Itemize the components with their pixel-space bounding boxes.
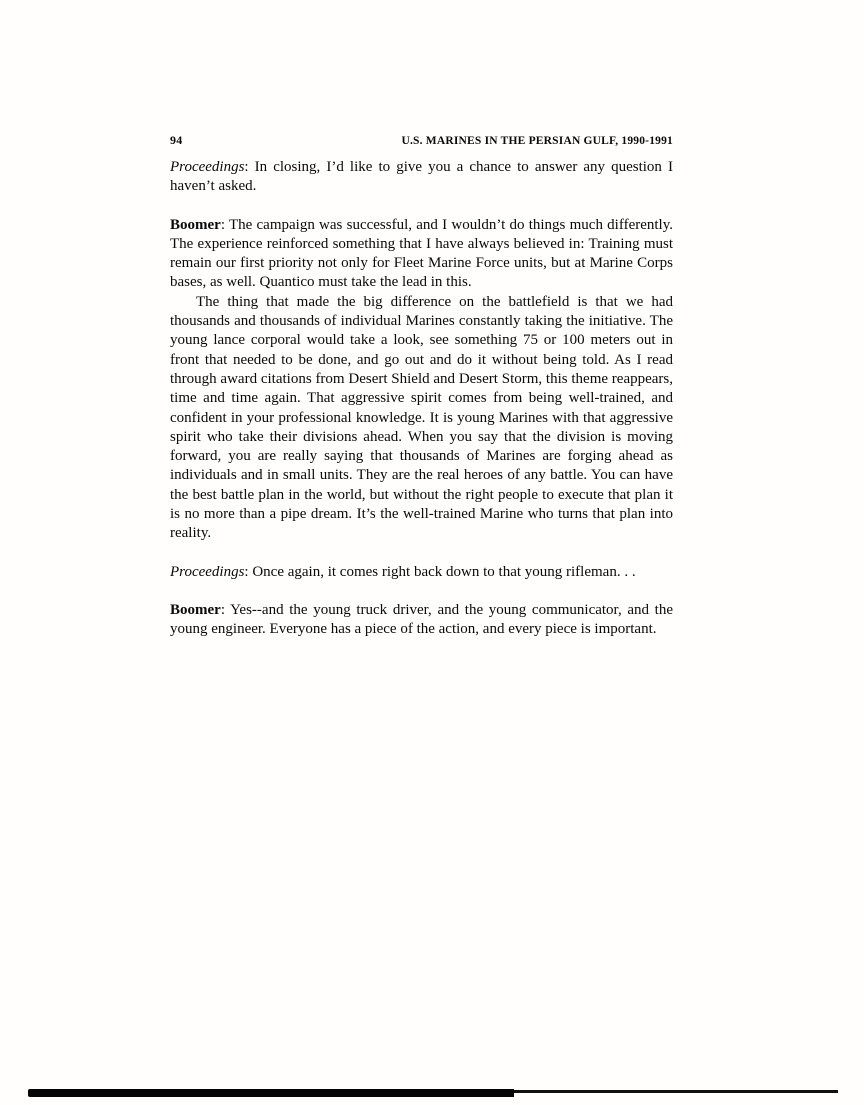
paragraph-text: The thing that made the big difference on the battlefield is that we had thousands and thousands of individual Marines constantly taking the initiative. The young lance corporal would take a look, see something 75 or 100 meters out in front that needed to be done, and go out and do it without being told. As I read through award citations from Desert Shield and Desert Storm, this theme reappears, time and time again. That aggressive spirit comes from being well-trained, and confident in your professional knowledge. It is young Marines with that aggressive spirit who take their divisions ahead. When you say that the division is moving forward, you are really saying that thousands of Marines are forging ahead as individuals and in small units. They are the real heroes of any battle. You can have the best battle plan in the world, but without the right people to execute that plan it is no more than a pipe dream. It’s the well-trained Marine who turns that plan into reality. bbox=[170, 293, 673, 542]
paragraph-text: : Once again, it comes right back down to that young rifleman. . . bbox=[244, 563, 636, 580]
speaker-label-proceedings: Proceedings bbox=[170, 159, 245, 175]
paragraph-proceedings-question-2 bbox=[170, 563, 673, 582]
paragraph-boomer-answer-2 bbox=[170, 601, 673, 640]
page-number: 94 bbox=[170, 133, 183, 147]
running-title: U.S. MARINES IN THE PERSIAN GULF, 1990-1991 bbox=[401, 135, 673, 147]
scan-artifact-bar-thick-segment bbox=[28, 1089, 514, 1097]
speaker-label-boomer: Boomer bbox=[170, 601, 221, 618]
speaker-label-boomer: Boomer bbox=[170, 216, 221, 233]
paragraph-text: : Yes--and the young truck driver, and the young communicator, and the young engineer. Everyone has a piece of the action, and every piece is important. bbox=[170, 601, 673, 638]
paragraph-proceedings-question-1 bbox=[170, 158, 673, 197]
speaker-label-proceedings: Proceedings bbox=[170, 563, 245, 580]
paragraph-text: : In closing, I’d like to give you a chance to answer any question I haven’t asked. bbox=[170, 159, 673, 195]
scan-artifact-bar bbox=[28, 1089, 838, 1099]
scan-artifact-bar-thin-segment bbox=[514, 1090, 838, 1093]
paragraph-boomer-answer-1-continued bbox=[170, 293, 673, 544]
paragraph-text: : The campaign was successful, and I wouldn’t do things much differently. The experience reinforced something that I have always believed in: Training must remain our first priority not only for Fleet Marine Force units, but at Marine Corps bases, as well. Quantico must take the lead in this. bbox=[170, 216, 673, 291]
paragraph-boomer-answer-1 bbox=[170, 216, 673, 293]
body-text bbox=[170, 158, 673, 659]
page-header bbox=[170, 133, 673, 148]
